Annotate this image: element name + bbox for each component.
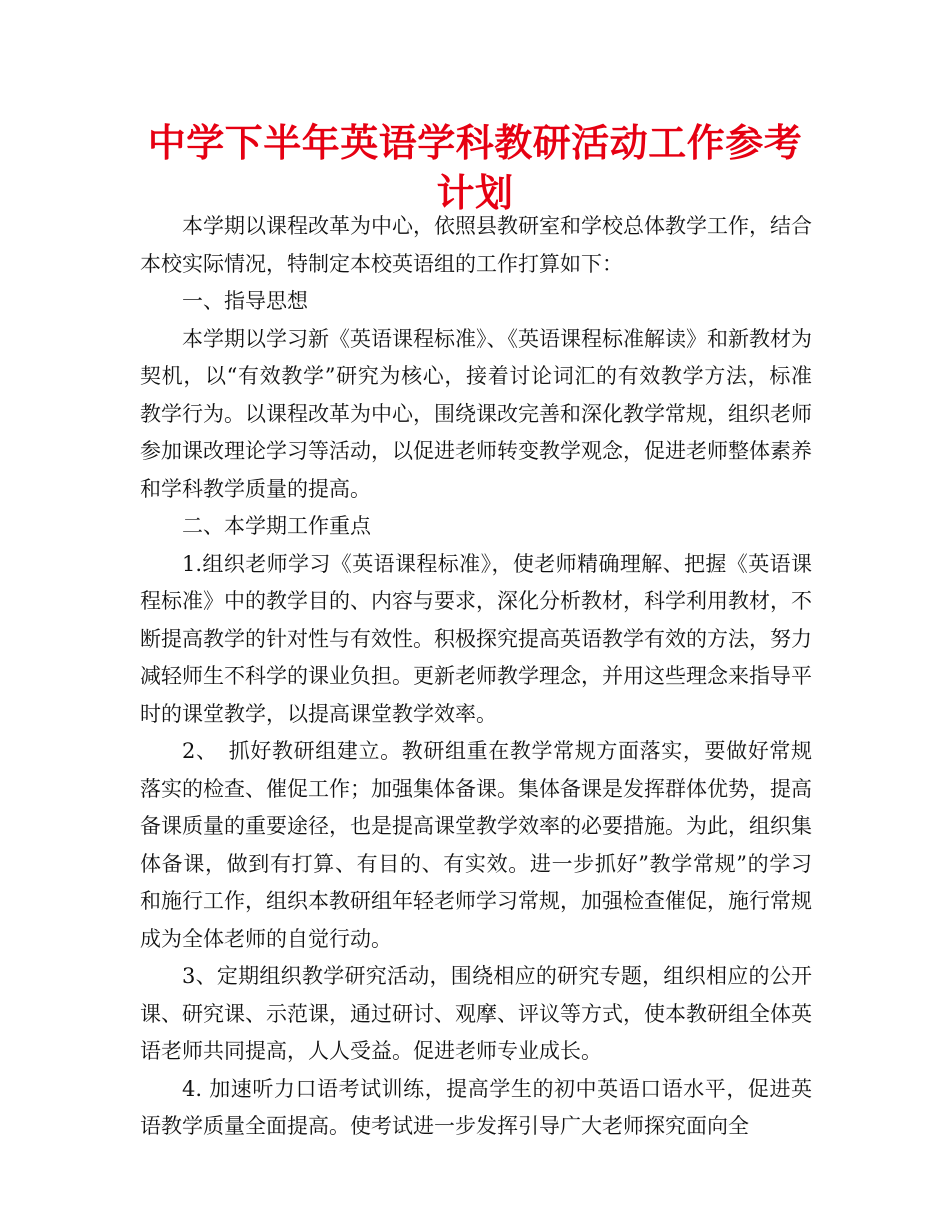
guiding-ideology-paragraph: 本学期以学习新《英语课程标准》、《英语课程标准解读》和新教材为契机，以“有效教学”研究为核心，接着讨论词汇的有效教学方法，标准教学行为。以课程改革为中心，围绕课改完善和深化教学常规，组织老师参加课改理论学习等活动，以促进老师转变教学观念，促进老师整体素养和学科教学质量的提高。 — [140, 326, 812, 501]
section-heading-guiding-ideology: 一、指导思想 — [182, 289, 308, 313]
intro-paragraph: 本学期以课程改革为中心，依照县教研室和学校总体教学工作，结合本校实际情况，特制定本校英语组的工作打算如下： — [140, 214, 812, 276]
document-title: 中学下半年英语学科教研活动工作参考计划 — [147, 121, 803, 215]
work-focus-item-1: 1.组织老师学习《英语课程标准》，使老师精确理解、把握《英语课程标准》中的教学目的、内容与要求，深化分析教材，科学利用教材，不断提高教学的针对性与有效性。积极探究提高英语教学有效的方法，努力减轻师生不科学的课业负担。更新老师教学理念，并用这些理念来指导平时的课堂教学，以提高课堂教学效率。 — [140, 551, 812, 726]
work-focus-item-4: 4. 加速听力口语考试训练，提高学生的初中英语口语水平，促进英语教学质量全面提高。使考试进一步发挥引导广大老师探究面向全 — [140, 1076, 812, 1138]
document-body — [140, 208, 812, 1146]
work-focus-item-2: 2、 抓好教研组建立。教研组重在教学常规方面落实，要做好常规落实的检查、催促工作；加强集体备课。集体备课是发挥群体优势，提高备课质量的重要途径，也是提高课堂教学效率的必要措施。为此，组织集体备课，做到有打算、有目的、有实效。进一步抓好”教学常规”的学习和施行工作，组织本教研组年轻老师学习常规，加强检查催促，施行常规成为全体老师的自觉行动。 — [140, 739, 812, 951]
section-heading-work-focus: 二、本学期工作重点 — [182, 514, 371, 538]
work-focus-item-3: 3、定期组织教学研究活动，围绕相应的研究专题，组织相应的公开课、研究课、示范课，通过研讨、观摩、评议等方式，使本教研组全体英语老师共同提高，人人受益。促进老师专业成长。 — [140, 964, 812, 1063]
